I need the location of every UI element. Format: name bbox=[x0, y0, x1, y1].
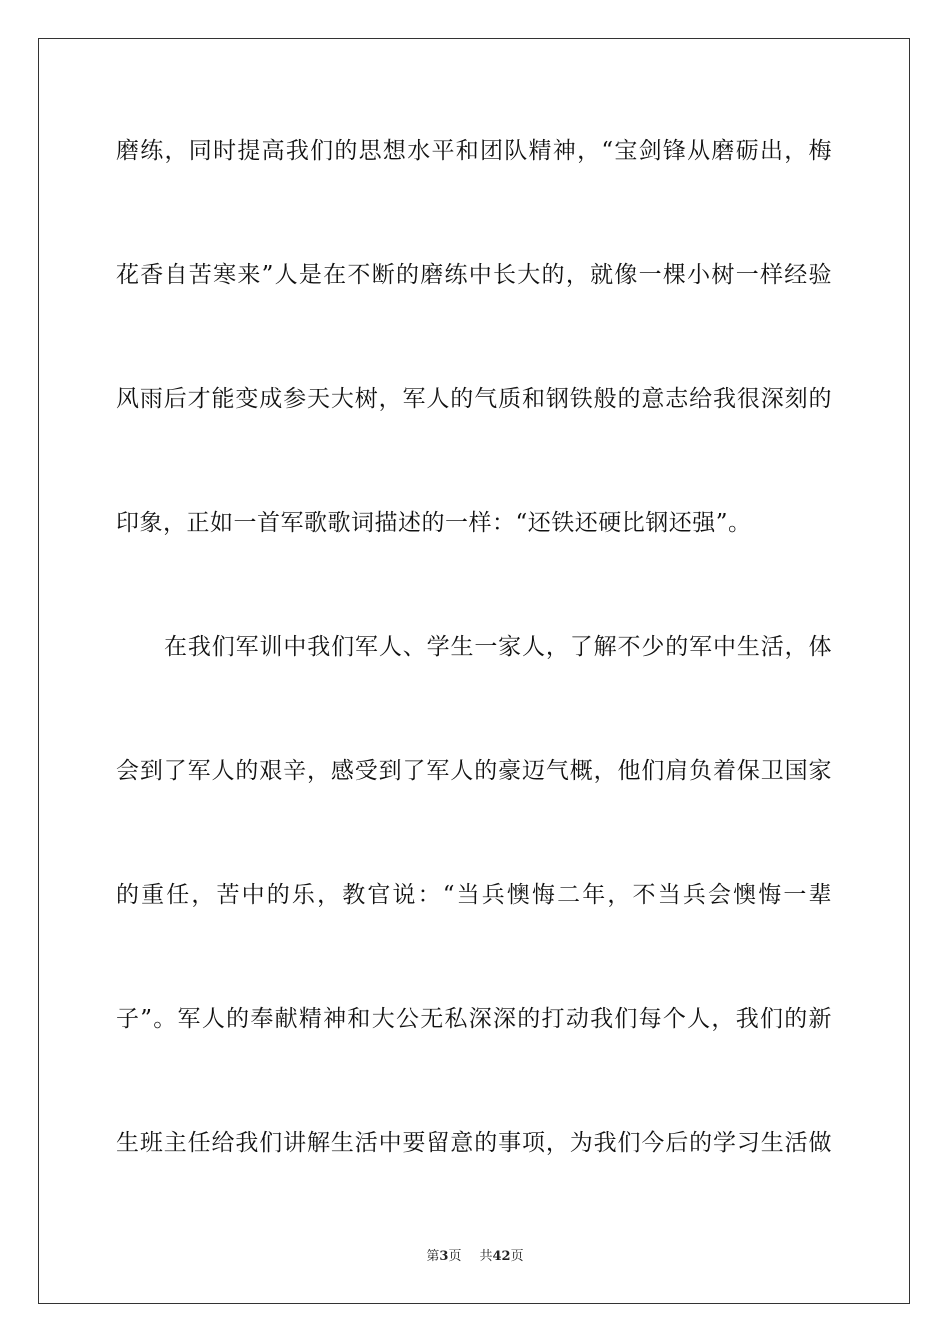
total-pages: 42 bbox=[492, 1249, 511, 1264]
body-text-line-3: 风雨后才能变成参天大树，军人的气质和钢铁般的意志给我很深刻的 bbox=[116, 386, 832, 412]
total-suffix: 页 bbox=[510, 1249, 524, 1264]
body-text-line-8: 子”。军人的奉献精神和大公无私深深的打动我们每个人，我们的新 bbox=[116, 1006, 832, 1032]
page-number: 3 bbox=[439, 1249, 449, 1264]
body-text-line-9: 生班主任给我们讲解生活中要留意的事项，为我们今后的学习生活做 bbox=[116, 1130, 832, 1156]
page-suffix: 页 bbox=[448, 1249, 462, 1264]
body-text-line-5: 在我们军训中我们军人、学生一家人，了解不少的军中生活，体 bbox=[164, 634, 832, 660]
body-text-line-6: 会到了军人的艰辛，感受到了军人的豪迈气概，他们肩负着保卫国家 bbox=[116, 758, 832, 784]
body-text-line-7: 的重任，苦中的乐，教官说：“当兵懊悔二年，不当兵会懊悔一辈 bbox=[116, 882, 832, 908]
body-text-line-1: 磨练，同时提高我们的思想水平和团队精神，“宝剑锋从磨砺出，梅 bbox=[116, 138, 832, 164]
page-border bbox=[38, 38, 910, 1304]
page-footer bbox=[0, 1248, 950, 1266]
body-text-line-4: 印象，正如一首军歌歌词描述的一样：“还铁还硬比钢还强”。 bbox=[116, 510, 752, 536]
page-prefix: 第 bbox=[426, 1249, 440, 1264]
body-text-line-2: 花香自苦寒来”人是在不断的磨练中长大的，就像一棵小树一样经验 bbox=[116, 262, 832, 288]
total-prefix: 共 bbox=[479, 1249, 493, 1264]
